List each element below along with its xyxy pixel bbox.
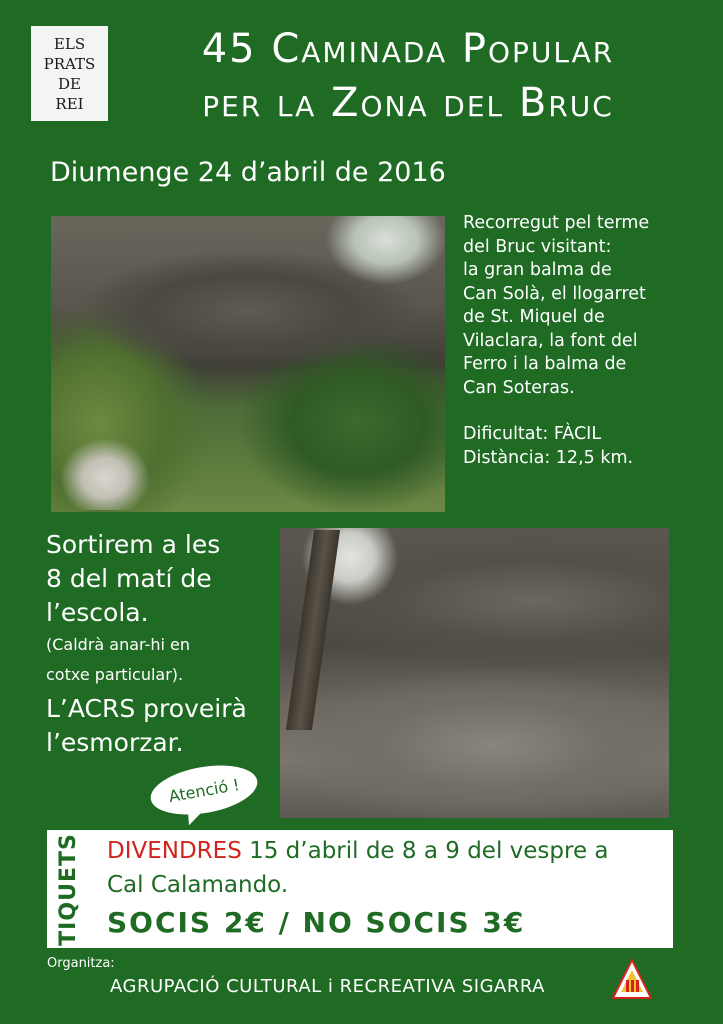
path-highlight	[60, 430, 150, 510]
departure-info	[46, 528, 278, 760]
breakfast-line: L’ACRS proveirà	[46, 694, 247, 723]
departure-line: 8 del matí de	[46, 564, 212, 593]
school-logo	[31, 26, 108, 121]
route-line: de St. Miquel de	[463, 307, 605, 327]
logo-line: ELS	[53, 34, 86, 53]
attention-bubble: Atenció !	[147, 758, 261, 822]
route-line: del Bruc visitant:	[463, 236, 612, 257]
route-line: la gran balma de	[463, 260, 612, 280]
tickets-place: Cal Calamando.	[107, 872, 289, 898]
distance: Distància: 12,5 km.	[463, 447, 634, 468]
route-line: Vilaclara, la font del	[463, 330, 638, 351]
tickets-label-text: TIQUETS	[55, 832, 81, 946]
tickets-label	[47, 830, 89, 948]
organizer-label: Organitza:	[47, 956, 115, 971]
route-description	[463, 212, 703, 470]
route-line: Ferro i la balma de	[463, 354, 627, 374]
route-line: Can Soteras.	[463, 377, 575, 398]
event-date: Diumenge 24 d’abril de 2016	[50, 157, 446, 188]
tickets-date	[107, 838, 609, 864]
logo-line: PRATS	[43, 54, 96, 73]
logo-line: DE	[58, 74, 81, 93]
tickets-time: 15 d’abril de 8 a 9 del vespre a	[241, 838, 609, 864]
departure-note: (Caldrà anar-hi en	[46, 635, 191, 654]
departure-note: cotxe particular).	[46, 665, 184, 684]
tickets-prices: SOCIS 2€ / NO SOCIS 3€	[107, 906, 526, 939]
difficulty: Dificultat: FÀCIL	[463, 424, 602, 444]
logo-line: REI	[55, 94, 84, 113]
tickets-day: DIVENDRES	[107, 838, 242, 864]
title-line-2: per la Zona del Bruc	[202, 80, 614, 126]
route-line: Recorregut pel terme	[463, 213, 650, 233]
route-line: Can Solà, el llogarret	[463, 283, 646, 304]
breakfast-line: l’esmorzar.	[46, 728, 184, 757]
cave-photo-2	[280, 528, 669, 818]
association-emblem-icon	[611, 958, 653, 1000]
departure-line: Sortirem a les	[46, 530, 221, 559]
title-line-1: 45 Caminada Popular	[201, 26, 615, 72]
organizer-name: AGRUPACIÓ CULTURAL i RECREATIVA SIGARRA	[110, 976, 545, 997]
departure-line: l’escola.	[46, 598, 149, 627]
